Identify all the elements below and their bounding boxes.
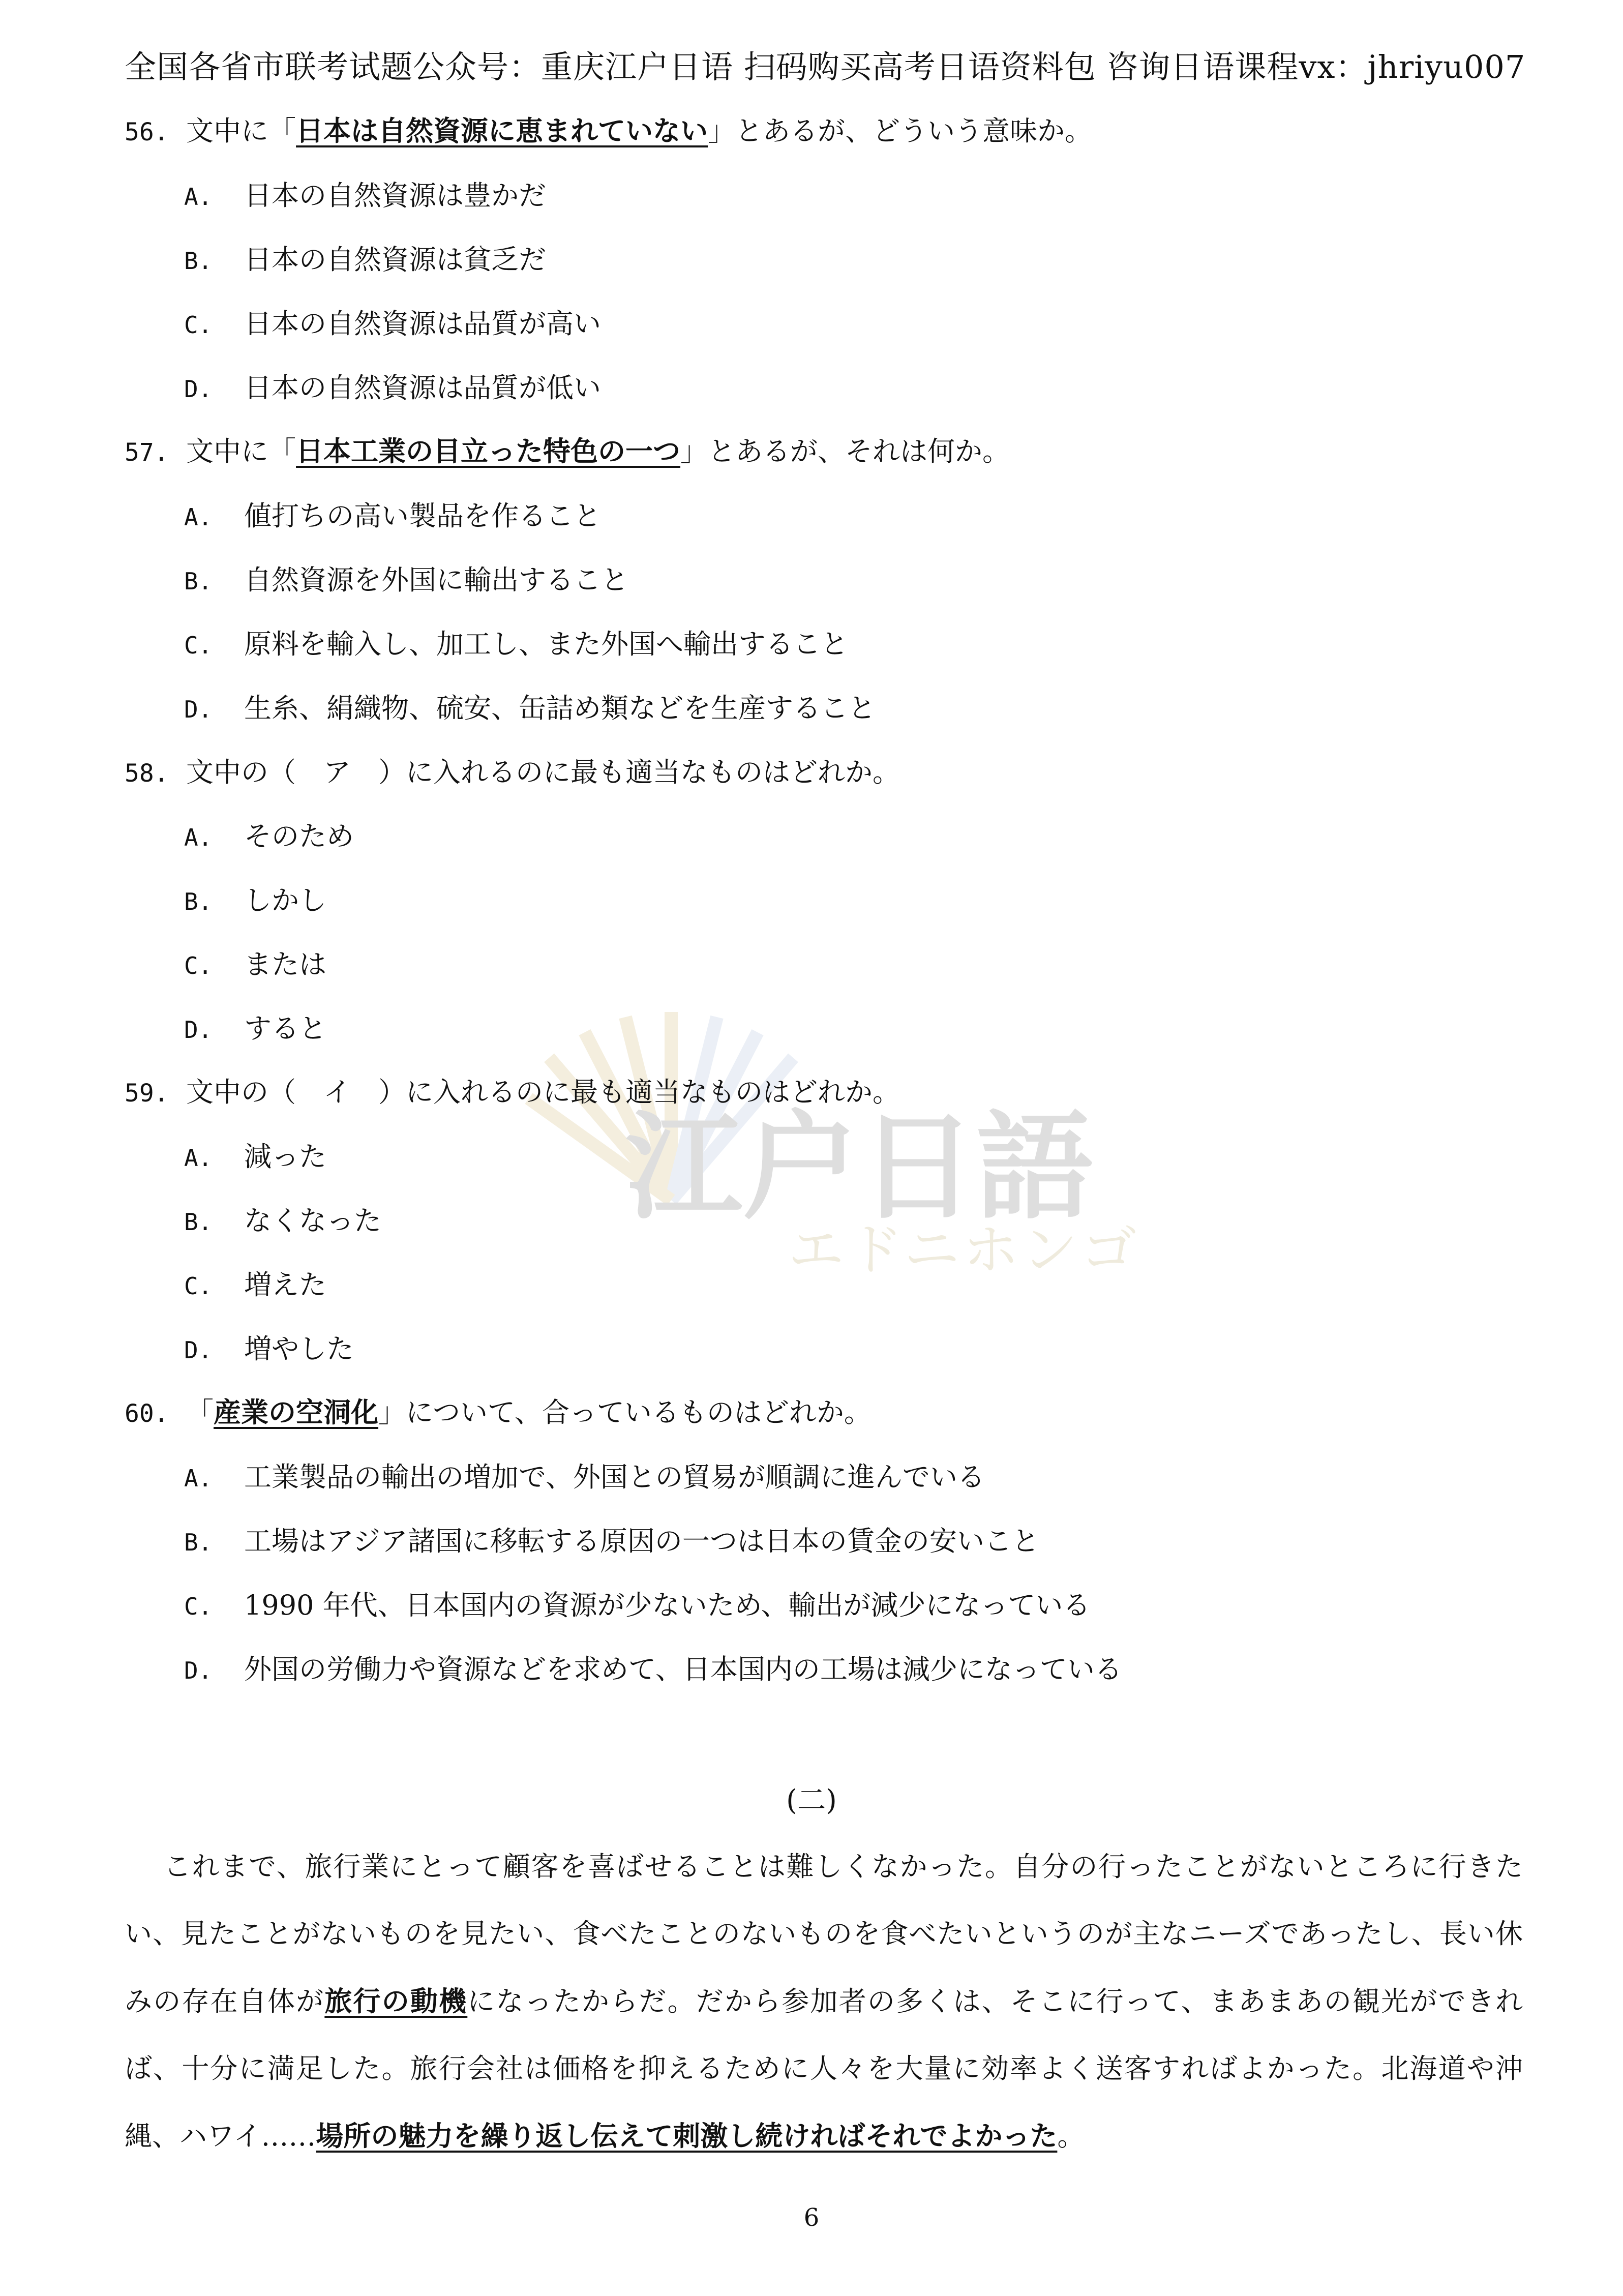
passage-underline-motive: 旅行の動機 — [324, 1985, 468, 2017]
option-57-a: A. 値打ちの高い製品を作ること — [184, 500, 601, 532]
page-number: 6 — [803, 2203, 820, 2232]
question-prefix: 文中に「 — [186, 115, 296, 147]
option-59-c: C. 増えた — [184, 1269, 326, 1301]
option-60-d: D. 外国の労働力や資源などを求めて、日本国内の工場は減少になっている — [184, 1653, 1122, 1685]
option-58-a: A. そのため — [184, 820, 354, 852]
question-prefix: 文中に「 — [186, 435, 296, 467]
option-56-c: C. 日本の自然資源は品質が高い — [184, 308, 601, 340]
option-57-c: C. 原料を輸入し、加工し、また外国へ輸出すること — [184, 628, 848, 660]
question-highlight: 日本工業の目立った特色の一つ — [296, 435, 681, 467]
option-56-d: D. 日本の自然資源は品質が低い — [184, 372, 601, 404]
question-60 — [125, 1391, 871, 1430]
question-number: 59. — [125, 1079, 169, 1108]
option-59-b: B. なくなった — [184, 1205, 381, 1237]
question-56 — [125, 109, 1092, 148]
page-header: 全国各省市联考试题公众号：重庆江户日语 扫码购买高考日语资料包 咨询日语课程vx：jhriyu007 — [125, 48, 1526, 85]
question-suffix: に入れるのに最も適当なものはどれか。 — [406, 1076, 900, 1108]
question-prefix: 文中の — [186, 756, 269, 788]
question-58 — [125, 751, 900, 790]
option-59-d: D. 増やした — [184, 1333, 354, 1365]
question-number: 57. — [125, 438, 169, 467]
question-number: 58. — [125, 759, 169, 788]
watermark-script: 江户日語 — [625, 1098, 1094, 1236]
option-58-b: B. しかし — [184, 884, 326, 916]
passage-text: 。 — [1057, 2120, 1085, 2152]
passage-text: になったからだ。だから参加者の多くは、そこに行って、まあまあの観光ができれば、十分に満足した。旅行会社は価格を抑えるために人々を大量に効率よく送客すればよかった。北海道や沖縄、ハワイ…… — [125, 1985, 1523, 2152]
passage-underline-attraction: 場所の魅力を繰り返し伝えて刺激し続ければそれでよかった — [316, 2120, 1058, 2152]
question-59 — [125, 1070, 900, 1110]
option-57-d: D. 生糸、絹織物、硫安、缶詰め類などを生産すること — [184, 692, 876, 724]
question-57 — [125, 430, 1010, 469]
option-60-b: B. 工場はアジア諸国に移転する原因の一つは日本の賃金の安いこと — [184, 1525, 1039, 1557]
watermark-kana: エドニホンゴ — [788, 1217, 1140, 1283]
question-highlight: 産業の空洞化 — [214, 1396, 379, 1428]
question-suffix: 」について、合っているものはどれか。 — [378, 1396, 871, 1428]
question-suffix: 」とあるが、どういう意味か。 — [708, 115, 1093, 147]
question-number: 60. — [125, 1399, 169, 1428]
question-prefix: 「 — [186, 1396, 214, 1428]
watermark-logo — [488, 997, 1149, 1281]
passage-text: これまで、旅行業にとって顧客を喜ばせることは難しくなかった。自分の行ったことがないところに行きたい、見たことがないものを見たい、食べたことのないものを食べたいというのが主なニーズであったし、長い休みの存在自体が — [125, 1851, 1523, 2017]
question-number: 56. — [125, 118, 169, 146]
section-title: (二) — [786, 1784, 837, 1817]
option-58-d: D. すると — [184, 1012, 326, 1045]
option-58-c: C. または — [184, 948, 326, 980]
question-suffix: 」とあるが、それは何か。 — [680, 435, 1010, 467]
question-blank: （ イ ） — [268, 1076, 406, 1108]
option-57-b: B. 自然資源を外国に輸出すること — [184, 564, 628, 596]
reading-passage — [125, 1833, 1523, 2170]
option-59-a: A. 減った — [184, 1141, 326, 1173]
question-prefix: 文中の — [186, 1076, 269, 1108]
option-60-a: A. 工業製品の輸出の増加で、外国との貿易が順調に進んでいる — [184, 1461, 985, 1493]
question-highlight: 日本は自然資源に恵まれていない — [296, 114, 708, 147]
option-56-a: A. 日本の自然資源は豊かだ — [184, 180, 546, 212]
option-60-c: C. 1990 年代、日本国内の資源が少ないため、輸出が減少になっている — [184, 1589, 1091, 1621]
question-suffix: に入れるのに最も適当なものはどれか。 — [406, 756, 900, 788]
question-blank: （ ア ） — [268, 756, 406, 788]
option-56-b: B. 日本の自然資源は貧乏だ — [184, 244, 546, 276]
